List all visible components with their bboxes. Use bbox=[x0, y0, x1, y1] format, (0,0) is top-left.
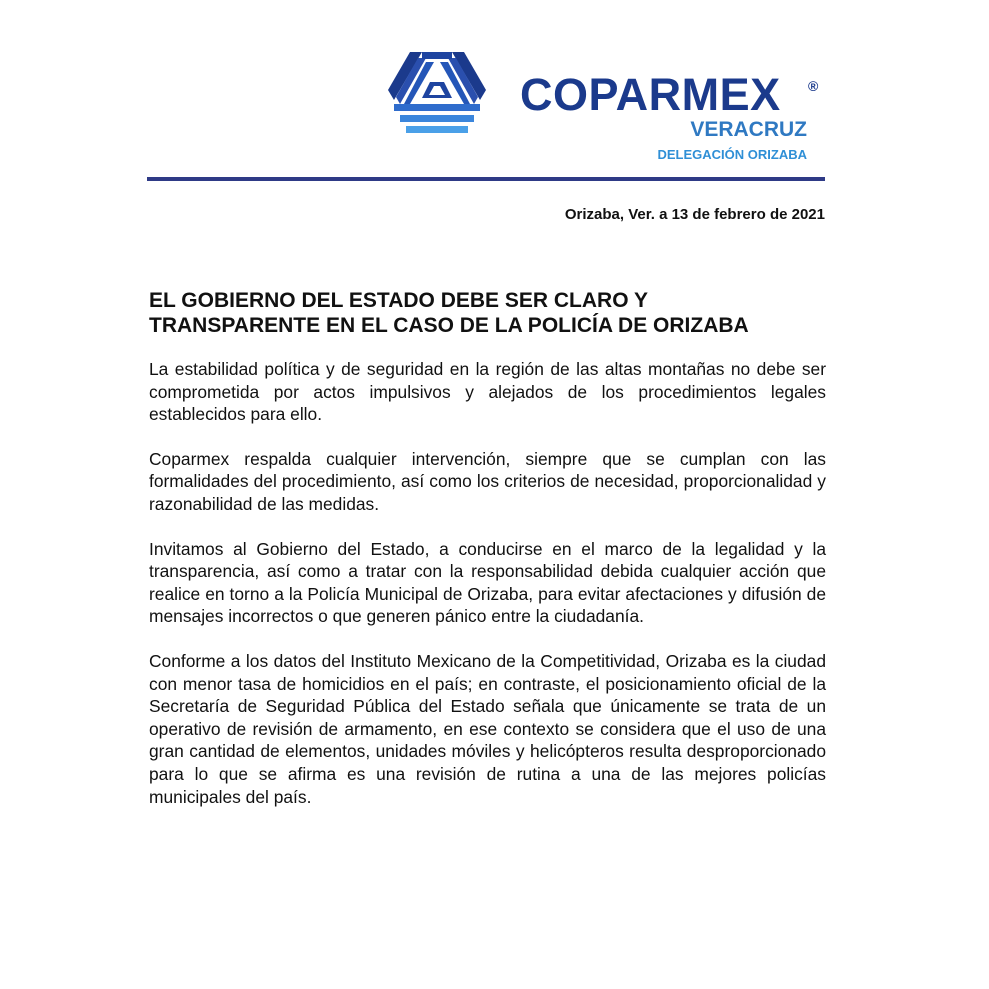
registered-mark: ® bbox=[808, 78, 819, 94]
body-paragraph: Conforme a los datos del Instituto Mexicano de la Competitividad, Orizaba es la ciudad con menor tasa de homicidios en el país; en contraste, el posicionamiento oficial de la Secretaría de Seguridad Pública del Estado señala que únicamente se trata de un operativo de revisión de armamento, en ese contexto se considera que el uso de una gran cantidad de elementos, unidades móviles y helicópteros resulta desproporcionado para lo que se afirma es una revisión de rutina a una de las mejores policías municipales del país. bbox=[149, 650, 826, 807]
body-paragraph: La estabilidad política y de seguridad en la región de las altas montañas no debe ser comprometida por actos impulsivos y alejados de los procedimientos legales establecidos para ello. bbox=[149, 359, 826, 425]
dateline: Orizaba, Ver. a 13 de febrero de 2021 bbox=[564, 206, 825, 223]
body-paragraph: Invitamos al Gobierno del Estado, a conducirse en el marco de la legalidad y la transparencia, así como a tratar con la responsabilidad debida cualquier acción que realice en torno a la Policía Municipal de Orizaba, para evitar afectaciones y difusión de mensajes incorrectos o que generen pánico entre la ciudadanía. bbox=[149, 538, 826, 627]
press-release-body bbox=[149, 358, 826, 830]
headline-line: TRANSPARENTE EN EL CASO DE LA POLICÍA DE ORIZABA bbox=[149, 314, 749, 337]
headline-line: EL GOBIERNO DEL ESTADO DEBE SER CLARO Y bbox=[149, 289, 649, 312]
brand-delegation: DELEGACIÓN ORIZABA bbox=[657, 147, 807, 162]
brand-name: COPARMEX bbox=[520, 69, 781, 120]
body-paragraph: Coparmex respalda cualquier intervención, siempre que se cumplan con las formalidades del procedimiento, así como los criterios de necesidad, proporcionalidad y razonabilidad de las medidas. bbox=[149, 448, 826, 514]
press-release-headline bbox=[149, 288, 839, 338]
header-divider bbox=[147, 177, 825, 181]
letterhead bbox=[0, 0, 989, 185]
brand-region: VERACRUZ bbox=[690, 118, 807, 141]
coparmex-triangle-logo-icon bbox=[388, 52, 486, 138]
